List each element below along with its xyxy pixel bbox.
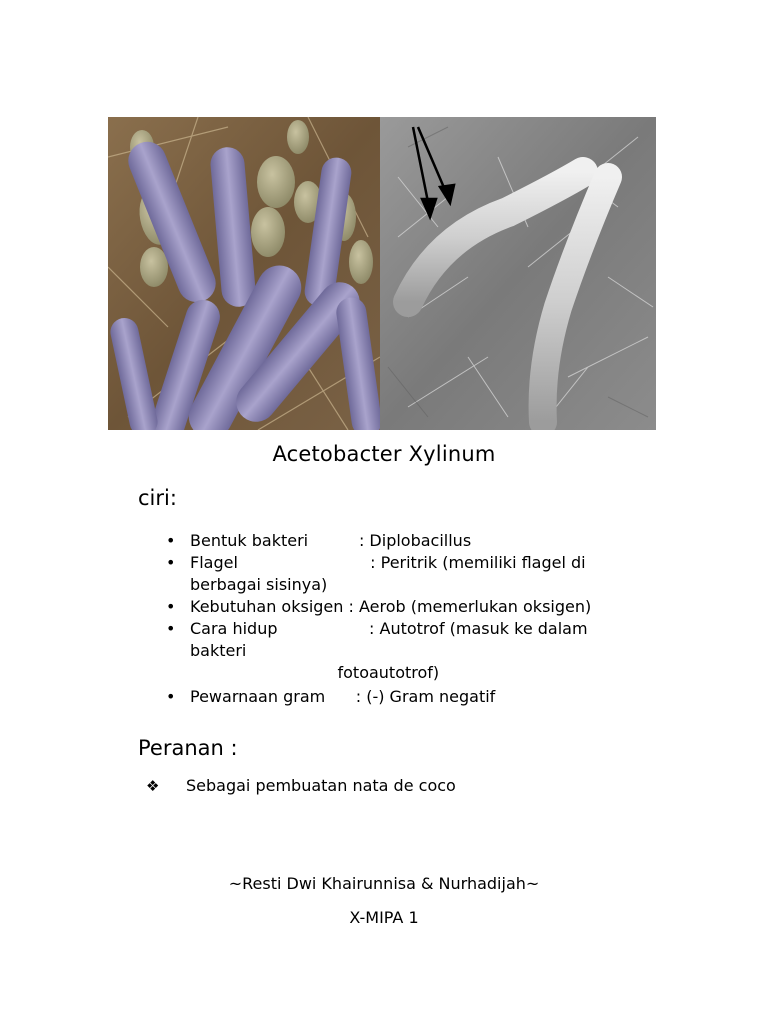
trait-text: Cara hidup : Autotrof (masuk ke dalam	[190, 619, 588, 638]
trait-text: Bentuk bakteri : Diplobacillus	[190, 531, 472, 550]
list-item	[166, 530, 666, 552]
bullet-icon: •	[166, 687, 176, 706]
list-item	[166, 618, 666, 684]
bullet-icon: •	[166, 553, 176, 572]
trait-text-continued: berbagai sisinya)	[190, 575, 328, 594]
role-text: Sebagai pembuatan nata de coco	[186, 776, 456, 795]
list-item	[166, 552, 666, 596]
list-item	[166, 596, 666, 618]
bacteria-figure	[108, 117, 656, 430]
diamond-bullet-icon: ❖	[146, 777, 160, 795]
colorized-sem-bacteria-photo	[108, 117, 384, 430]
list-item	[166, 686, 666, 708]
class-label: X-MIPA 1	[349, 908, 419, 927]
trait-text: Pewarnaan gram : (-) Gram negatif	[190, 687, 496, 706]
list-item	[146, 776, 456, 795]
trait-text-continued: fotoautotrof)	[190, 663, 440, 682]
bullet-icon: •	[166, 597, 176, 616]
trait-text-continued: bakteri	[190, 641, 247, 660]
bullet-icon: •	[166, 619, 176, 638]
bullet-icon: •	[166, 531, 176, 550]
ciri-list	[166, 530, 666, 708]
trait-text: Flagel : Peritrik (memiliki flagel di	[190, 553, 586, 572]
peranan-heading: Peranan :	[138, 736, 238, 760]
author-line: ~Resti Dwi Khairunnisa & Nurhadijah~	[228, 874, 540, 893]
grayscale-sem-bacteria-photo	[380, 117, 656, 430]
ciri-heading: ciri:	[138, 486, 177, 510]
figure-caption: Acetobacter Xylinum	[272, 442, 496, 466]
trait-text: Kebutuhan oksigen : Aerob (memerlukan oksigen)	[190, 597, 592, 616]
